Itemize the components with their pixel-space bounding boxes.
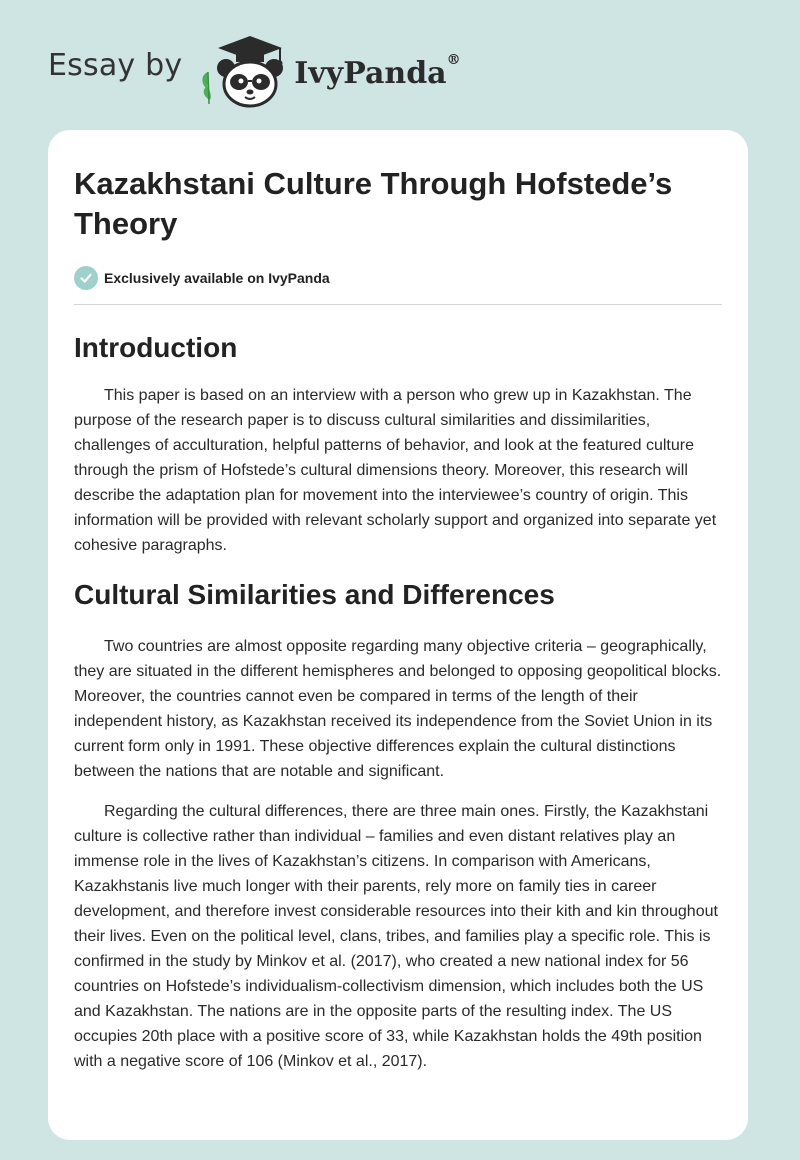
brand-prefix: Essay by — [48, 47, 183, 83]
article-card — [48, 130, 748, 1140]
check-icon — [74, 266, 98, 290]
paragraph: This paper is based on an interview with a person who grew up in Kazakhstan. The purpose of the research paper is to discuss cultural similarities and dissimilarities, challenges of acculturation, helpful patterns of behavior, and look at the featured culture through the prism of Hofstede’s cultural dimensions theory. Moreover, this research will describe the adaptation plan for movement into the interviewee’s country of origin. This information will be provided with relevant scholarly support and organized into separate yet cohesive paragraphs. — [74, 387, 717, 554]
paragraph: Regarding the cultural differences, there are three main ones. Firstly, the Kazakhstani culture is collective rather than individual – families and even distant relatives play an immense role in the lives of Kazakhstan’s citizens. In comparison with Americans, Kazakhstanis live much longer with their parents, rely more on family ties in career development, and therefore invest considerable resources into their kith and kin throughout their lives. Even on the political level, clans, tribes, and families play a specific role. This is confirmed in the study by Minkov et al. (2017), who created a new national index for 56 countries on Hofstede’s individualism-collectivism dimension, which includes both the US and Kazakhstan. The nations are in the opposite parts of the resulting index. The US occupies 20th place with a positive score of 33, while Kazakhstan holds the 49th position with a negative score of 106 (Minkov et al., 2017). — [74, 803, 718, 1070]
brand-name: IvyPanda® — [294, 51, 461, 91]
article-title: Kazakhstani Culture Through Hofstede’s Theory — [74, 166, 673, 241]
exclusive-badge — [74, 266, 722, 290]
section-heading-introduction: Introduction — [74, 332, 238, 363]
panda-icon — [196, 30, 288, 110]
brand-logo[interactable] — [48, 30, 461, 110]
title-divider — [74, 304, 722, 305]
section-heading-cultural-similarities: Cultural Similarities and Differences — [74, 579, 555, 610]
exclusive-label: Exclusively available on IvyPanda — [104, 270, 330, 286]
paragraph: Two countries are almost opposite regarding many objective criteria – geographically, they are situated in the different hemispheres and belonged to opposing geopolitical blocks. Moreover, the countries cannot even be compared in terms of the length of their independent history, as Kazakhstan received its independence from the Soviet Union in its current form only in 1991. These objective differences explain the cultural distinctions between the nations that are notable and significant. — [74, 638, 722, 780]
